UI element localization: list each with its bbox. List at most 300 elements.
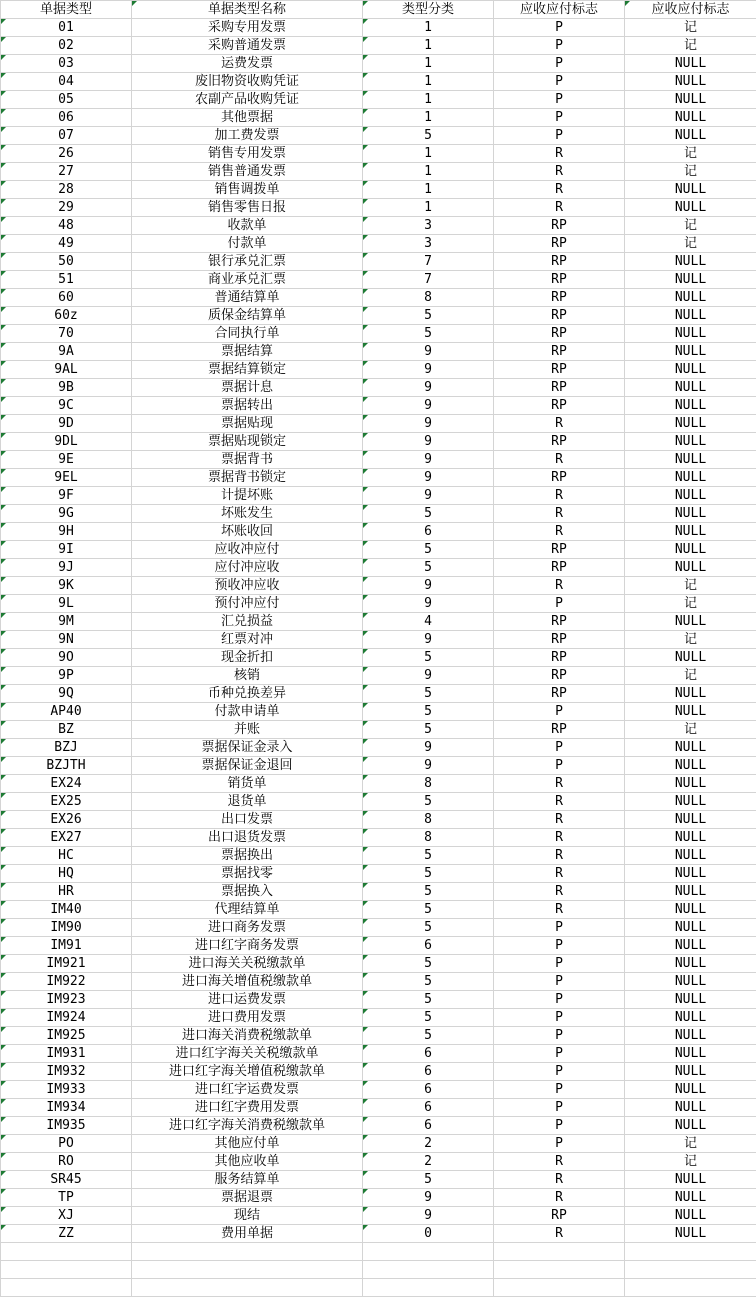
empty-cell[interactable] (625, 1243, 756, 1261)
cell-type-category[interactable]: 9 (363, 631, 494, 649)
cell-ar-ap-flag[interactable]: RP (494, 271, 625, 289)
cell-ar-ap-flag-2[interactable]: NULL (625, 433, 756, 451)
cell-ar-ap-flag-2[interactable]: NULL (625, 901, 756, 919)
cell-ar-ap-flag[interactable]: RP (494, 289, 625, 307)
cell-ar-ap-flag[interactable]: P (494, 973, 625, 991)
cell-bill-type-name[interactable]: 票据计息 (132, 379, 363, 397)
cell-ar-ap-flag[interactable]: R (494, 811, 625, 829)
empty-cell[interactable] (132, 1261, 363, 1279)
cell-ar-ap-flag-2[interactable]: NULL (625, 829, 756, 847)
cell-ar-ap-flag-2[interactable]: NULL (625, 505, 756, 523)
cell-ar-ap-flag[interactable]: R (494, 577, 625, 595)
cell-type-category[interactable]: 9 (363, 757, 494, 775)
cell-ar-ap-flag-2[interactable]: NULL (625, 1189, 756, 1207)
cell-ar-ap-flag[interactable]: P (494, 595, 625, 613)
cell-bill-type[interactable]: 51 (1, 271, 132, 289)
cell-type-category[interactable]: 5 (363, 1027, 494, 1045)
cell-ar-ap-flag[interactable]: RP (494, 397, 625, 415)
cell-ar-ap-flag[interactable]: RP (494, 559, 625, 577)
cell-ar-ap-flag-2[interactable]: NULL (625, 379, 756, 397)
cell-bill-type[interactable]: AP40 (1, 703, 132, 721)
cell-ar-ap-flag[interactable]: R (494, 1171, 625, 1189)
cell-ar-ap-flag[interactable]: R (494, 487, 625, 505)
cell-bill-type-name[interactable]: 坏账发生 (132, 505, 363, 523)
cell-bill-type-name[interactable]: 商业承兑汇票 (132, 271, 363, 289)
cell-ar-ap-flag[interactable]: P (494, 55, 625, 73)
cell-bill-type-name[interactable]: 销售零售日报 (132, 199, 363, 217)
empty-cell[interactable] (494, 1261, 625, 1279)
cell-ar-ap-flag[interactable]: P (494, 757, 625, 775)
cell-type-category[interactable]: 7 (363, 253, 494, 271)
cell-bill-type[interactable]: 70 (1, 325, 132, 343)
cell-type-category[interactable]: 3 (363, 217, 494, 235)
cell-ar-ap-flag-2[interactable]: NULL (625, 559, 756, 577)
cell-bill-type[interactable]: 9M (1, 613, 132, 631)
cell-bill-type-name[interactable]: 付款单 (132, 235, 363, 253)
cell-bill-type-name[interactable]: 普通结算单 (132, 289, 363, 307)
cell-ar-ap-flag-2[interactable]: NULL (625, 1045, 756, 1063)
cell-ar-ap-flag[interactable]: RP (494, 253, 625, 271)
cell-bill-type[interactable]: RO (1, 1153, 132, 1171)
cell-bill-type-name[interactable]: 退货单 (132, 793, 363, 811)
cell-type-category[interactable]: 0 (363, 1225, 494, 1243)
cell-bill-type[interactable]: EX26 (1, 811, 132, 829)
cell-ar-ap-flag-2[interactable]: NULL (625, 991, 756, 1009)
cell-type-category[interactable]: 9 (363, 577, 494, 595)
cell-ar-ap-flag-2[interactable]: NULL (625, 1081, 756, 1099)
cell-ar-ap-flag[interactable]: R (494, 181, 625, 199)
cell-ar-ap-flag-2[interactable]: NULL (625, 1117, 756, 1135)
cell-bill-type-name[interactable]: 银行承兑汇票 (132, 253, 363, 271)
cell-type-category[interactable]: 9 (363, 397, 494, 415)
cell-ar-ap-flag[interactable]: R (494, 1225, 625, 1243)
cell-bill-type[interactable]: IM90 (1, 919, 132, 937)
cell-ar-ap-flag[interactable]: P (494, 955, 625, 973)
cell-type-category[interactable]: 1 (363, 145, 494, 163)
cell-bill-type[interactable]: 27 (1, 163, 132, 181)
cell-bill-type-name[interactable]: 其他应付单 (132, 1135, 363, 1153)
cell-ar-ap-flag[interactable]: RP (494, 631, 625, 649)
cell-ar-ap-flag-2[interactable]: 记 (625, 235, 756, 253)
cell-type-category[interactable]: 5 (363, 883, 494, 901)
cell-bill-type-name[interactable]: 加工费发票 (132, 127, 363, 145)
cell-ar-ap-flag-2[interactable]: NULL (625, 937, 756, 955)
cell-bill-type-name[interactable]: 票据找零 (132, 865, 363, 883)
cell-type-category[interactable]: 1 (363, 109, 494, 127)
cell-bill-type[interactable]: IM931 (1, 1045, 132, 1063)
cell-ar-ap-flag[interactable]: P (494, 1135, 625, 1153)
cell-bill-type-name[interactable]: 现结 (132, 1207, 363, 1225)
cell-bill-type-name[interactable]: 票据换入 (132, 883, 363, 901)
cell-bill-type-name[interactable]: 票据保证金录入 (132, 739, 363, 757)
cell-bill-type-name[interactable]: 采购普通发票 (132, 37, 363, 55)
header-cell-ar-ap-flag-2[interactable]: 应收应付标志 (625, 1, 756, 19)
cell-ar-ap-flag-2[interactable]: 记 (625, 163, 756, 181)
empty-cell[interactable] (1, 1279, 132, 1297)
cell-ar-ap-flag-2[interactable]: NULL (625, 253, 756, 271)
cell-ar-ap-flag[interactable]: RP (494, 721, 625, 739)
cell-bill-type-name[interactable]: 进口费用发票 (132, 1009, 363, 1027)
cell-ar-ap-flag-2[interactable]: NULL (625, 1207, 756, 1225)
cell-bill-type[interactable]: BZ (1, 721, 132, 739)
cell-bill-type-name[interactable]: 进口运费发票 (132, 991, 363, 1009)
header-cell-ar-ap-flag[interactable]: 应收应付标志 (494, 1, 625, 19)
cell-ar-ap-flag[interactable]: P (494, 73, 625, 91)
cell-type-category[interactable]: 4 (363, 613, 494, 631)
cell-ar-ap-flag[interactable]: RP (494, 343, 625, 361)
cell-ar-ap-flag[interactable]: P (494, 1063, 625, 1081)
cell-ar-ap-flag[interactable]: RP (494, 541, 625, 559)
cell-bill-type-name[interactable]: 应付冲应收 (132, 559, 363, 577)
cell-bill-type[interactable]: 9C (1, 397, 132, 415)
cell-ar-ap-flag[interactable]: P (494, 1099, 625, 1117)
cell-bill-type[interactable]: IM91 (1, 937, 132, 955)
cell-ar-ap-flag-2[interactable]: NULL (625, 343, 756, 361)
cell-bill-type-name[interactable]: 币种兑换差异 (132, 685, 363, 703)
cell-bill-type-name[interactable]: 出口退货发票 (132, 829, 363, 847)
cell-bill-type[interactable]: 60 (1, 289, 132, 307)
cell-ar-ap-flag[interactable]: P (494, 1027, 625, 1045)
cell-ar-ap-flag[interactable]: R (494, 865, 625, 883)
cell-ar-ap-flag-2[interactable]: NULL (625, 793, 756, 811)
empty-cell[interactable] (494, 1279, 625, 1297)
cell-bill-type[interactable]: IM935 (1, 1117, 132, 1135)
cell-type-category[interactable]: 9 (363, 469, 494, 487)
cell-bill-type[interactable]: 9E (1, 451, 132, 469)
cell-type-category[interactable]: 3 (363, 235, 494, 253)
cell-bill-type[interactable]: 28 (1, 181, 132, 199)
cell-ar-ap-flag-2[interactable]: NULL (625, 73, 756, 91)
cell-bill-type-name[interactable]: 进口红字海关消费税缴款单 (132, 1117, 363, 1135)
cell-bill-type-name[interactable]: 预付冲应付 (132, 595, 363, 613)
cell-bill-type-name[interactable]: 其他应收单 (132, 1153, 363, 1171)
cell-type-category[interactable]: 5 (363, 901, 494, 919)
cell-bill-type-name[interactable]: 票据退票 (132, 1189, 363, 1207)
cell-ar-ap-flag-2[interactable]: NULL (625, 181, 756, 199)
empty-cell[interactable] (494, 1243, 625, 1261)
cell-bill-type[interactable]: HC (1, 847, 132, 865)
cell-ar-ap-flag[interactable]: RP (494, 1207, 625, 1225)
cell-type-category[interactable]: 9 (363, 1189, 494, 1207)
cell-ar-ap-flag[interactable]: R (494, 145, 625, 163)
cell-bill-type[interactable]: EX25 (1, 793, 132, 811)
cell-ar-ap-flag-2[interactable]: NULL (625, 865, 756, 883)
cell-ar-ap-flag-2[interactable]: NULL (625, 1027, 756, 1045)
cell-bill-type-name[interactable]: 收款单 (132, 217, 363, 235)
cell-bill-type[interactable]: IM924 (1, 1009, 132, 1027)
cell-ar-ap-flag-2[interactable]: NULL (625, 811, 756, 829)
cell-type-category[interactable]: 6 (363, 937, 494, 955)
cell-type-category[interactable]: 9 (363, 667, 494, 685)
cell-ar-ap-flag[interactable]: R (494, 775, 625, 793)
empty-cell[interactable] (625, 1279, 756, 1297)
cell-ar-ap-flag-2[interactable]: 记 (625, 19, 756, 37)
empty-cell[interactable] (363, 1243, 494, 1261)
cell-ar-ap-flag-2[interactable]: 记 (625, 667, 756, 685)
cell-bill-type-name[interactable]: 红票对冲 (132, 631, 363, 649)
cell-bill-type[interactable]: HR (1, 883, 132, 901)
cell-ar-ap-flag[interactable]: R (494, 505, 625, 523)
cell-bill-type[interactable]: 60z (1, 307, 132, 325)
cell-type-category[interactable]: 6 (363, 1045, 494, 1063)
cell-ar-ap-flag-2[interactable]: 记 (625, 631, 756, 649)
cell-ar-ap-flag-2[interactable]: NULL (625, 325, 756, 343)
cell-bill-type-name[interactable]: 预收冲应收 (132, 577, 363, 595)
cell-type-category[interactable]: 5 (363, 991, 494, 1009)
cell-bill-type-name[interactable]: 出口发票 (132, 811, 363, 829)
cell-type-category[interactable]: 8 (363, 775, 494, 793)
cell-bill-type[interactable]: IM933 (1, 1081, 132, 1099)
cell-ar-ap-flag[interactable]: RP (494, 469, 625, 487)
cell-ar-ap-flag-2[interactable]: NULL (625, 955, 756, 973)
cell-bill-type[interactable]: BZJ (1, 739, 132, 757)
cell-bill-type[interactable]: 9DL (1, 433, 132, 451)
cell-ar-ap-flag-2[interactable]: NULL (625, 649, 756, 667)
cell-bill-type-name[interactable]: 采购专用发票 (132, 19, 363, 37)
cell-bill-type-name[interactable]: 销售普通发票 (132, 163, 363, 181)
cell-bill-type[interactable]: 9I (1, 541, 132, 559)
cell-bill-type[interactable]: 9B (1, 379, 132, 397)
cell-ar-ap-flag[interactable]: R (494, 883, 625, 901)
cell-ar-ap-flag[interactable]: R (494, 1153, 625, 1171)
cell-ar-ap-flag[interactable]: RP (494, 667, 625, 685)
cell-bill-type-name[interactable]: 票据换出 (132, 847, 363, 865)
cell-ar-ap-flag[interactable]: RP (494, 217, 625, 235)
cell-ar-ap-flag[interactable]: R (494, 847, 625, 865)
cell-ar-ap-flag[interactable]: RP (494, 325, 625, 343)
cell-bill-type-name[interactable]: 进口红字海关关税缴款单 (132, 1045, 363, 1063)
cell-type-category[interactable]: 1 (363, 55, 494, 73)
cell-bill-type-name[interactable]: 服务结算单 (132, 1171, 363, 1189)
cell-ar-ap-flag-2[interactable]: 记 (625, 145, 756, 163)
cell-ar-ap-flag-2[interactable]: NULL (625, 109, 756, 127)
cell-type-category[interactable]: 5 (363, 973, 494, 991)
cell-bill-type[interactable]: 05 (1, 91, 132, 109)
cell-type-category[interactable]: 9 (363, 433, 494, 451)
cell-bill-type[interactable]: 06 (1, 109, 132, 127)
cell-bill-type[interactable]: 9P (1, 667, 132, 685)
cell-bill-type-name[interactable]: 进口红字海关增值税缴款单 (132, 1063, 363, 1081)
cell-type-category[interactable]: 8 (363, 811, 494, 829)
cell-bill-type[interactable]: IM932 (1, 1063, 132, 1081)
cell-bill-type[interactable]: PO (1, 1135, 132, 1153)
cell-bill-type-name[interactable]: 进口海关增值税缴款单 (132, 973, 363, 991)
cell-bill-type[interactable]: 9F (1, 487, 132, 505)
cell-ar-ap-flag[interactable]: RP (494, 307, 625, 325)
cell-bill-type[interactable]: BZJTH (1, 757, 132, 775)
cell-type-category[interactable]: 9 (363, 379, 494, 397)
cell-bill-type[interactable]: 9O (1, 649, 132, 667)
cell-bill-type[interactable]: 9AL (1, 361, 132, 379)
cell-type-category[interactable]: 2 (363, 1153, 494, 1171)
cell-bill-type[interactable]: 03 (1, 55, 132, 73)
cell-ar-ap-flag-2[interactable]: NULL (625, 397, 756, 415)
cell-type-category[interactable]: 5 (363, 325, 494, 343)
cell-bill-type-name[interactable]: 票据贴现锁定 (132, 433, 363, 451)
cell-ar-ap-flag-2[interactable]: 记 (625, 577, 756, 595)
cell-bill-type[interactable]: 01 (1, 19, 132, 37)
cell-bill-type-name[interactable]: 现金折扣 (132, 649, 363, 667)
cell-ar-ap-flag[interactable]: R (494, 523, 625, 541)
cell-bill-type-name[interactable]: 进口海关关税缴款单 (132, 955, 363, 973)
cell-ar-ap-flag-2[interactable]: NULL (625, 1063, 756, 1081)
cell-bill-type-name[interactable]: 并账 (132, 721, 363, 739)
cell-bill-type[interactable]: HQ (1, 865, 132, 883)
cell-type-category[interactable]: 2 (363, 1135, 494, 1153)
cell-ar-ap-flag[interactable]: P (494, 1009, 625, 1027)
cell-type-category[interactable]: 9 (363, 361, 494, 379)
cell-bill-type-name[interactable]: 费用单据 (132, 1225, 363, 1243)
cell-ar-ap-flag[interactable]: P (494, 1081, 625, 1099)
cell-type-category[interactable]: 9 (363, 1207, 494, 1225)
cell-type-category[interactable]: 5 (363, 685, 494, 703)
cell-bill-type[interactable]: EX24 (1, 775, 132, 793)
cell-bill-type-name[interactable]: 付款申请单 (132, 703, 363, 721)
cell-ar-ap-flag-2[interactable]: NULL (625, 847, 756, 865)
cell-ar-ap-flag[interactable]: P (494, 703, 625, 721)
cell-type-category[interactable]: 6 (363, 1117, 494, 1135)
cell-ar-ap-flag[interactable]: P (494, 109, 625, 127)
cell-bill-type-name[interactable]: 质保金结算单 (132, 307, 363, 325)
empty-cell[interactable] (132, 1279, 363, 1297)
cell-bill-type[interactable]: 02 (1, 37, 132, 55)
cell-ar-ap-flag-2[interactable]: 记 (625, 721, 756, 739)
cell-ar-ap-flag-2[interactable]: NULL (625, 361, 756, 379)
cell-type-category[interactable]: 5 (363, 919, 494, 937)
cell-ar-ap-flag-2[interactable]: NULL (625, 1009, 756, 1027)
cell-ar-ap-flag-2[interactable]: NULL (625, 919, 756, 937)
cell-type-category[interactable]: 1 (363, 181, 494, 199)
cell-ar-ap-flag-2[interactable]: NULL (625, 271, 756, 289)
cell-type-category[interactable]: 5 (363, 505, 494, 523)
cell-ar-ap-flag[interactable]: R (494, 901, 625, 919)
cell-bill-type-name[interactable]: 合同执行单 (132, 325, 363, 343)
cell-ar-ap-flag-2[interactable]: NULL (625, 1099, 756, 1117)
cell-ar-ap-flag[interactable]: R (494, 415, 625, 433)
empty-cell[interactable] (1, 1243, 132, 1261)
cell-bill-type[interactable]: 26 (1, 145, 132, 163)
cell-bill-type[interactable]: 50 (1, 253, 132, 271)
cell-type-category[interactable]: 5 (363, 955, 494, 973)
cell-ar-ap-flag-2[interactable]: 记 (625, 1135, 756, 1153)
cell-ar-ap-flag-2[interactable]: NULL (625, 487, 756, 505)
cell-ar-ap-flag-2[interactable]: NULL (625, 451, 756, 469)
cell-type-category[interactable]: 9 (363, 739, 494, 757)
cell-type-category[interactable]: 1 (363, 91, 494, 109)
cell-type-category[interactable]: 9 (363, 595, 494, 613)
cell-bill-type[interactable]: IM921 (1, 955, 132, 973)
cell-type-category[interactable]: 7 (363, 271, 494, 289)
cell-ar-ap-flag-2[interactable]: NULL (625, 469, 756, 487)
cell-type-category[interactable]: 9 (363, 451, 494, 469)
cell-type-category[interactable]: 6 (363, 1099, 494, 1117)
cell-ar-ap-flag[interactable]: RP (494, 613, 625, 631)
cell-ar-ap-flag[interactable]: RP (494, 433, 625, 451)
cell-type-category[interactable]: 5 (363, 559, 494, 577)
cell-bill-type-name[interactable]: 应收冲应付 (132, 541, 363, 559)
cell-bill-type-name[interactable]: 票据结算锁定 (132, 361, 363, 379)
cell-ar-ap-flag-2[interactable]: NULL (625, 1225, 756, 1243)
cell-ar-ap-flag[interactable]: P (494, 1117, 625, 1135)
cell-type-category[interactable]: 5 (363, 127, 494, 145)
cell-type-category[interactable]: 5 (363, 847, 494, 865)
cell-bill-type[interactable]: 9L (1, 595, 132, 613)
cell-bill-type[interactable]: SR45 (1, 1171, 132, 1189)
cell-ar-ap-flag[interactable]: R (494, 829, 625, 847)
cell-type-category[interactable]: 6 (363, 1081, 494, 1099)
cell-bill-type[interactable]: 9J (1, 559, 132, 577)
cell-ar-ap-flag-2[interactable]: NULL (625, 613, 756, 631)
cell-bill-type[interactable]: 04 (1, 73, 132, 91)
cell-ar-ap-flag-2[interactable]: NULL (625, 289, 756, 307)
cell-type-category[interactable]: 5 (363, 307, 494, 325)
cell-ar-ap-flag[interactable]: P (494, 127, 625, 145)
cell-type-category[interactable]: 8 (363, 289, 494, 307)
cell-ar-ap-flag-2[interactable]: NULL (625, 703, 756, 721)
cell-ar-ap-flag[interactable]: P (494, 91, 625, 109)
cell-ar-ap-flag[interactable]: RP (494, 361, 625, 379)
cell-bill-type[interactable]: 9H (1, 523, 132, 541)
cell-bill-type-name[interactable]: 进口商务发票 (132, 919, 363, 937)
cell-bill-type-name[interactable]: 票据贴现 (132, 415, 363, 433)
cell-bill-type-name[interactable]: 票据背书锁定 (132, 469, 363, 487)
cell-bill-type[interactable]: 9K (1, 577, 132, 595)
cell-ar-ap-flag-2[interactable]: NULL (625, 757, 756, 775)
cell-bill-type[interactable]: 9G (1, 505, 132, 523)
cell-bill-type-name[interactable]: 票据结算 (132, 343, 363, 361)
cell-type-category[interactable]: 5 (363, 721, 494, 739)
cell-ar-ap-flag-2[interactable]: 记 (625, 217, 756, 235)
cell-ar-ap-flag-2[interactable]: NULL (625, 127, 756, 145)
cell-bill-type[interactable]: IM925 (1, 1027, 132, 1045)
cell-ar-ap-flag[interactable]: RP (494, 685, 625, 703)
cell-bill-type[interactable]: 9Q (1, 685, 132, 703)
cell-bill-type[interactable]: IM934 (1, 1099, 132, 1117)
cell-type-category[interactable]: 5 (363, 865, 494, 883)
cell-ar-ap-flag-2[interactable]: 记 (625, 1153, 756, 1171)
cell-bill-type[interactable]: EX27 (1, 829, 132, 847)
empty-cell[interactable] (363, 1261, 494, 1279)
cell-type-category[interactable]: 9 (363, 343, 494, 361)
cell-bill-type-name[interactable]: 销售专用发票 (132, 145, 363, 163)
empty-cell[interactable] (363, 1279, 494, 1297)
cell-bill-type-name[interactable]: 票据保证金退回 (132, 757, 363, 775)
cell-bill-type-name[interactable]: 其他票据 (132, 109, 363, 127)
cell-ar-ap-flag-2[interactable]: NULL (625, 775, 756, 793)
cell-type-category[interactable]: 6 (363, 1063, 494, 1081)
cell-type-category[interactable]: 5 (363, 1009, 494, 1027)
cell-bill-type[interactable]: IM922 (1, 973, 132, 991)
cell-bill-type[interactable]: 48 (1, 217, 132, 235)
cell-ar-ap-flag-2[interactable]: NULL (625, 739, 756, 757)
cell-bill-type[interactable]: ZZ (1, 1225, 132, 1243)
cell-bill-type-name[interactable]: 农副产品收购凭证 (132, 91, 363, 109)
cell-ar-ap-flag[interactable]: RP (494, 379, 625, 397)
cell-type-category[interactable]: 5 (363, 793, 494, 811)
cell-bill-type-name[interactable]: 进口红字运费发票 (132, 1081, 363, 1099)
cell-bill-type-name[interactable]: 进口红字费用发票 (132, 1099, 363, 1117)
cell-bill-type-name[interactable]: 销售调拨单 (132, 181, 363, 199)
cell-ar-ap-flag[interactable]: R (494, 1189, 625, 1207)
cell-ar-ap-flag-2[interactable]: NULL (625, 1171, 756, 1189)
cell-bill-type-name[interactable]: 进口海关消费税缴款单 (132, 1027, 363, 1045)
empty-cell[interactable] (625, 1261, 756, 1279)
cell-bill-type-name[interactable]: 运费发票 (132, 55, 363, 73)
cell-ar-ap-flag[interactable]: P (494, 739, 625, 757)
cell-ar-ap-flag-2[interactable]: NULL (625, 307, 756, 325)
cell-ar-ap-flag-2[interactable]: NULL (625, 883, 756, 901)
cell-type-category[interactable]: 1 (363, 73, 494, 91)
